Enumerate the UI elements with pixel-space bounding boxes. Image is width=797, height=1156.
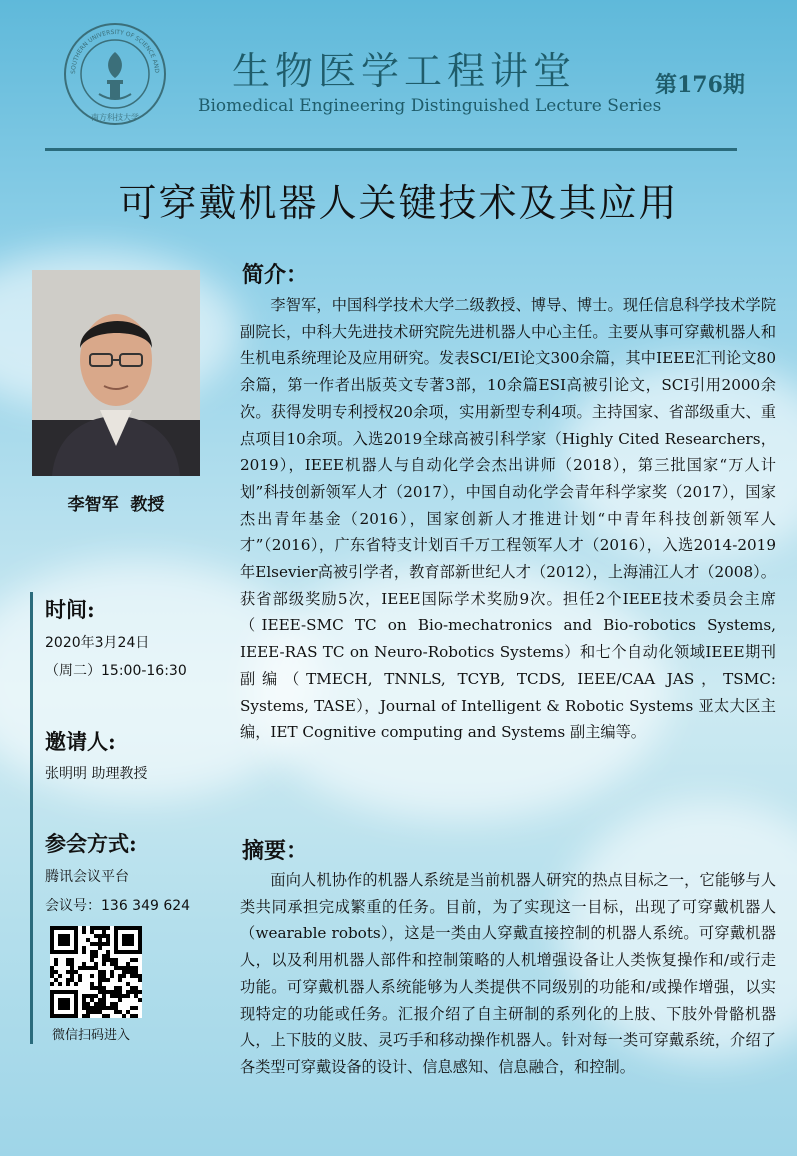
- university-seal-icon: [63, 22, 167, 126]
- abstract-text: 面向人机协作的机器人系统是当前机器人研究的热点目标之一，它能够与人类共同承担完成繁重的任务。目前，为了实现这一目标，出现了可穿戴机器人（wearable robots），这是一类由人穿戴直接控制的机器人系统。可穿戴机器人，以及利用机器人部件和控制策略的人机增强设备让人类恢复操作和/或行走功能。可穿戴机器人系统能够为人类提供不同级别的功能和/或操作增强，以实现特定的功能或任务。汇报介绍了自主研制的系列化的上肢、下肢外骨骼机器人，上下肢的义肢、灵巧手和移动操作机器人。针对每一类可穿戴系统，介绍了各类型可穿戴设备的设计、信息感知、信息融合，和控制。: [240, 871, 776, 1076]
- speaker-name: 李智军 教授: [67, 495, 165, 515]
- lecture-title: 可穿戴机器人关键技术及其应用: [118, 181, 679, 225]
- wechat-qr-code-icon[interactable]: [50, 926, 142, 1018]
- host-heading: 邀请人:: [45, 729, 116, 754]
- svg-text:SOUTHERN UNIVERSITY OF SCIENCE: SOUTHERN UNIVERSITY OF SCIENCE AND: [69, 28, 161, 75]
- header-divider: [45, 148, 737, 151]
- meeting-id: 会议号：136 349 624: [45, 898, 191, 914]
- svg-text:南方科技大学: 南方科技大学: [91, 113, 139, 122]
- intro-heading: 简介：: [242, 262, 309, 288]
- issue-number: 第176期: [655, 72, 745, 98]
- series-title: 生物医学工程讲堂: [232, 49, 577, 93]
- host-name: 张明明 助理教授: [45, 766, 148, 782]
- meeting-platform: 腾讯会议平台: [45, 869, 129, 885]
- time-heading: 时间:: [45, 597, 95, 622]
- intro-text: 李智军，中国科学技术大学二级教授、博导、博士。现任信息科学技术学院副院长，中科大先进技术研究院先进机器人中心主任。主要从事可穿戴机器人和生机电系统理论及应用研究。发表SCI/EI论文300余篇，其中IEEE汇刊论文80余篇，第一作者出版英文专著3部，10余篇ESI高被引论文，SCI引用2000余次。获得发明专利授权20余项，实用新型专利4项。主持国家、省部级重大、重点项目10余项。入选2019全球高被引科学家（Highly Cited Researchers，2019），IEEE机器人与自动化学会杰出讲师（2018），第三批国家“万人计划”科技创新领军人才（2017），中国自动化学会青年科学家奖（2017），国家杰出青年基金（2016），国家创新人才推进计划“中青年科技创新领军人才”（2016），广东省特支计划百千万工程领军人才（2016），入选2014-2019年Elsevier高被引学者，教育部新世纪人才（2012），上海浦江人才（2008）。获省部级奖励5次，IEEE国际学术奖励9次。担任2个IEEE技术委员会主席（IEEE-SMC TC on Bio-mechatronics and Bio-robotics Systems, IEEE-RAS TC on Neuro-Robotics Systems）和七个自动化领域IEEE期刊副编（TMECH, TNNLS, TCYB, TCDS, IEEE/CAA JAS，TSMC: Systems, TASE），Journal of Intelligent & Robotic Systems 亚太大区主编，IET Cognitive computing and Systems 副主编等。: [240, 296, 776, 742]
- time-range: （周二）15:00-16:30: [45, 663, 187, 679]
- speaker-photo: [32, 270, 200, 476]
- series-subtitle: Biomedical Engineering Distinguished Lecture Series: [198, 96, 662, 116]
- qr-caption: 微信扫码进入: [52, 1028, 131, 1043]
- sidebar-accent-bar: [30, 592, 33, 1044]
- abstract-heading: 摘要：: [242, 838, 309, 864]
- time-date: 2020年3月24日: [45, 635, 150, 651]
- mode-heading: 参会方式:: [45, 831, 137, 856]
